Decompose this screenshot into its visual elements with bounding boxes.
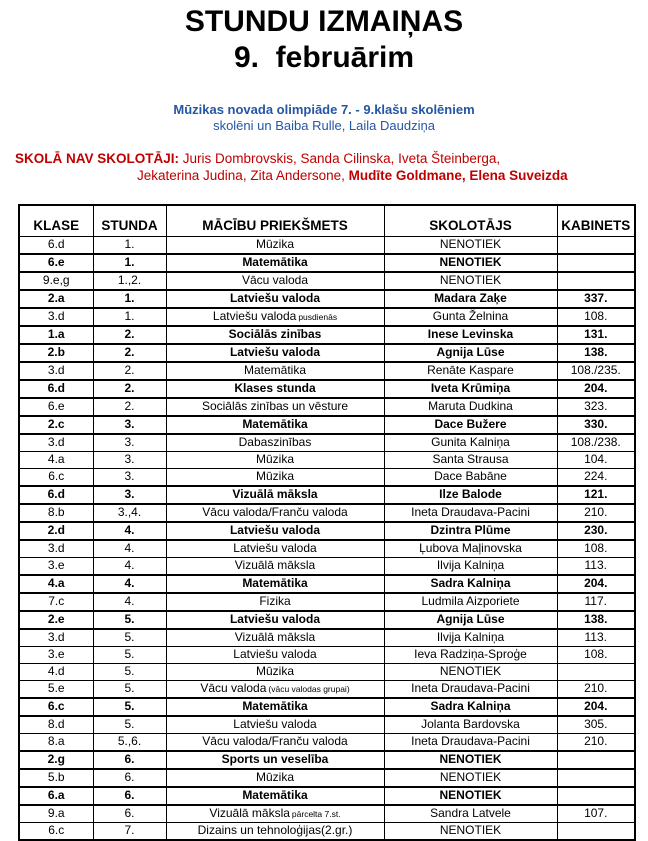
cell-klase: 3.d xyxy=(19,434,93,452)
cell-subject xyxy=(166,805,384,823)
subject-text: Vācu valoda xyxy=(241,272,309,287)
cell-subject xyxy=(166,822,384,840)
cell-subject xyxy=(166,290,384,308)
cell-subject xyxy=(166,751,384,769)
cell-klase: 6.d xyxy=(19,236,93,254)
subject-text: Dabaszinības xyxy=(238,434,312,449)
cell-subject xyxy=(166,611,384,629)
cell-stunda: 5.,6. xyxy=(93,733,166,751)
cell-stunda: 4. xyxy=(93,557,166,575)
table-row xyxy=(19,290,635,308)
cell-kabinets: 104. xyxy=(557,451,635,468)
cell-kabinets: 323. xyxy=(557,398,635,416)
cell-teacher: NENOTIEK xyxy=(384,751,557,769)
cell-stunda: 1. xyxy=(93,308,166,326)
subject-note: pusdienās xyxy=(298,311,338,322)
subject-text: Matemātika xyxy=(242,254,308,269)
cell-klase: 7.c xyxy=(19,593,93,611)
subject-text: Latviešu valoda xyxy=(229,611,321,626)
cell-klase: 2.g xyxy=(19,751,93,769)
subject-text: Vizuālā māksla xyxy=(209,805,290,820)
cell-stunda: 1.,2. xyxy=(93,272,166,290)
cell-subject xyxy=(166,716,384,734)
cell-klase: 6.c xyxy=(19,698,93,716)
cell-klase: 4.a xyxy=(19,451,93,468)
cell-teacher: Ilvija Kalniņa xyxy=(384,557,557,575)
subject-text: Sociālās zinības xyxy=(228,326,322,341)
cell-teacher: NENOTIEK xyxy=(384,822,557,840)
cell-teacher: Ludmila Aizporiete xyxy=(384,593,557,611)
cell-subject xyxy=(166,698,384,716)
cell-kabinets xyxy=(557,751,635,769)
subject-note: (vācu valodas grupai) xyxy=(268,683,350,694)
cell-klase: 9.e,g xyxy=(19,272,93,290)
cell-teacher: Agnija Lūse xyxy=(384,611,557,629)
cell-klase: 8.b xyxy=(19,504,93,522)
cell-kabinets xyxy=(557,769,635,787)
olympiad-note-title: Mūzikas novada olimpiāde 7. - 9.klašu skolēniem xyxy=(173,102,475,117)
table-row xyxy=(19,593,635,611)
subject-text: Mūzika xyxy=(255,663,294,678)
cell-stunda: 5. xyxy=(93,716,166,734)
table-row xyxy=(19,486,635,504)
table-row xyxy=(19,805,635,823)
cell-stunda: 2. xyxy=(93,326,166,344)
cell-teacher: NENOTIEK xyxy=(384,272,557,290)
cell-kabinets: 204. xyxy=(557,575,635,593)
cell-stunda: 3. xyxy=(93,451,166,468)
cell-subject xyxy=(166,254,384,272)
cell-subject xyxy=(166,451,384,468)
page-date: 9. februārim xyxy=(233,41,415,74)
absent-teachers-names-1: Juris Dombrovskis, Sanda Cilinska, Iveta Šteinberga, xyxy=(179,151,501,166)
table-row xyxy=(19,575,635,593)
cell-teacher: Dace Babāne xyxy=(384,468,557,486)
cell-teacher: Ilze Balode xyxy=(384,486,557,504)
cell-kabinets: 210. xyxy=(557,504,635,522)
cell-teacher: NENOTIEK xyxy=(384,663,557,680)
cell-klase: 3.d xyxy=(19,362,93,380)
cell-stunda: 2. xyxy=(93,380,166,398)
cell-stunda: 7. xyxy=(93,822,166,840)
cell-subject xyxy=(166,769,384,787)
cell-stunda: 3.,4. xyxy=(93,504,166,522)
cell-teacher: Inese Levinska xyxy=(384,326,557,344)
subject-text: Klases stunda xyxy=(234,380,316,395)
cell-kabinets: 131. xyxy=(557,326,635,344)
absent-teachers-note xyxy=(0,150,648,184)
cell-stunda: 3. xyxy=(93,416,166,434)
cell-kabinets: 108. xyxy=(557,540,635,558)
cell-klase: 2.d xyxy=(19,522,93,540)
cell-kabinets: 337. xyxy=(557,290,635,308)
table-row xyxy=(19,716,635,734)
subject-text: Latviešu valoda xyxy=(229,290,321,305)
cell-kabinets xyxy=(557,236,635,254)
cell-kabinets: 330. xyxy=(557,416,635,434)
olympiad-note-participants: skolēni un Baiba Rulle, Laila Daudziņa xyxy=(213,118,435,133)
cell-klase: 6.d xyxy=(19,380,93,398)
cell-teacher: NENOTIEK xyxy=(384,254,557,272)
cell-subject xyxy=(166,787,384,805)
subject-text: Sociālās zinības un vēsture xyxy=(201,398,349,413)
cell-stunda: 6. xyxy=(93,787,166,805)
cell-subject xyxy=(166,362,384,380)
cell-stunda: 6. xyxy=(93,805,166,823)
cell-kabinets: 113. xyxy=(557,629,635,647)
cell-kabinets: 305. xyxy=(557,716,635,734)
table-row xyxy=(19,504,635,522)
cell-subject xyxy=(166,416,384,434)
cell-kabinets: 224. xyxy=(557,468,635,486)
table-row xyxy=(19,468,635,486)
cell-teacher: Sandra Latvele xyxy=(384,805,557,823)
cell-stunda: 5. xyxy=(93,698,166,716)
subject-text: Matemātika xyxy=(242,698,308,713)
cell-stunda: 4. xyxy=(93,575,166,593)
subject-text: Vizuālā māksla xyxy=(232,486,318,501)
table-row xyxy=(19,698,635,716)
cell-subject xyxy=(166,380,384,398)
table-row xyxy=(19,680,635,698)
subject-text: Mūzika xyxy=(255,769,294,784)
cell-teacher: Gunta Želnina xyxy=(384,308,557,326)
cell-subject xyxy=(166,629,384,647)
cell-stunda: 1. xyxy=(93,236,166,254)
cell-teacher: Renāte Kaspare xyxy=(384,362,557,380)
cell-klase: 6.c xyxy=(19,468,93,486)
cell-stunda: 3. xyxy=(93,468,166,486)
cell-subject xyxy=(166,663,384,680)
cell-klase: 2.e xyxy=(19,611,93,629)
cell-klase: 3.d xyxy=(19,540,93,558)
subject-text: Latviešu valoda xyxy=(233,646,317,661)
cell-teacher: Ineta Draudava-Pacini xyxy=(384,504,557,522)
subject-text: Latviešu valoda xyxy=(212,308,297,323)
cell-subject xyxy=(166,733,384,751)
olympiad-note xyxy=(0,102,648,134)
subject-text: Matemātika xyxy=(242,787,308,802)
cell-teacher: NENOTIEK xyxy=(384,769,557,787)
cell-teacher: Santa Strausa xyxy=(384,451,557,468)
subject-text: Latviešu valoda xyxy=(233,716,317,731)
subject-text: Latviešu valoda xyxy=(229,344,321,359)
subject-text: Matemātika xyxy=(242,575,308,590)
cell-stunda: 1. xyxy=(93,254,166,272)
cell-teacher: Iveta Krūmiņa xyxy=(384,380,557,398)
cell-klase: 3.e xyxy=(19,557,93,575)
cell-kabinets: 204. xyxy=(557,380,635,398)
table-row xyxy=(19,646,635,663)
table-row xyxy=(19,663,635,680)
cell-stunda: 2. xyxy=(93,344,166,362)
table-row xyxy=(19,522,635,540)
subject-text: Sports un veselība xyxy=(221,751,329,766)
cell-klase: 4.a xyxy=(19,575,93,593)
table-row xyxy=(19,344,635,362)
subject-text: Vizuālā māksla xyxy=(234,557,316,572)
subject-text: Mūzika xyxy=(255,236,294,251)
subject-text: Vācu valoda xyxy=(200,680,267,695)
cell-teacher: Sadra Kalniņa xyxy=(384,575,557,593)
cell-teacher: Dace Bužere xyxy=(384,416,557,434)
subject-text: Mūzika xyxy=(255,468,294,483)
table-row xyxy=(19,751,635,769)
header-row xyxy=(19,205,635,236)
cell-teacher: Sadra Kalniņa xyxy=(384,698,557,716)
table-row xyxy=(19,272,635,290)
cell-kabinets: 204. xyxy=(557,698,635,716)
cell-subject xyxy=(166,468,384,486)
cell-stunda: 4. xyxy=(93,540,166,558)
cell-klase: 5.e xyxy=(19,680,93,698)
cell-teacher: Ilvija Kalniņa xyxy=(384,629,557,647)
absent-teachers-names-2-bold: Mudīte Goldmane, Elena Suveizda xyxy=(348,168,568,183)
cell-kabinets: 108. xyxy=(557,646,635,663)
table-row xyxy=(19,362,635,380)
cell-stunda: 3. xyxy=(93,434,166,452)
cell-subject xyxy=(166,540,384,558)
table-row xyxy=(19,236,635,254)
cell-teacher: Agnija Lūse xyxy=(384,344,557,362)
cell-subject xyxy=(166,344,384,362)
cell-stunda: 2. xyxy=(93,398,166,416)
cell-teacher: NENOTIEK xyxy=(384,787,557,805)
table-row xyxy=(19,434,635,452)
cell-kabinets: 108./235. xyxy=(557,362,635,380)
cell-klase: 8.d xyxy=(19,716,93,734)
cell-subject xyxy=(166,398,384,416)
cell-teacher: Ineta Draudava-Pacini xyxy=(384,733,557,751)
table-row xyxy=(19,326,635,344)
cell-teacher: Jolanta Bardovska xyxy=(384,716,557,734)
cell-kabinets: 210. xyxy=(557,733,635,751)
cell-kabinets: 138. xyxy=(557,344,635,362)
absent-teachers-line2 xyxy=(0,167,648,184)
cell-stunda: 6. xyxy=(93,769,166,787)
cell-kabinets: 108./238. xyxy=(557,434,635,452)
cell-klase: 3.e xyxy=(19,646,93,663)
cell-kabinets xyxy=(557,822,635,840)
cell-klase: 3.d xyxy=(19,308,93,326)
table-row xyxy=(19,398,635,416)
cell-kabinets: 108. xyxy=(557,308,635,326)
cell-klase: 6.a xyxy=(19,787,93,805)
subject-text: Dizains un tehnoloģijas(2.gr.) xyxy=(197,822,353,837)
col-header-kabinets: KABINETS xyxy=(557,205,635,236)
cell-stunda: 1. xyxy=(93,290,166,308)
table-body xyxy=(19,236,635,840)
cell-stunda: 5. xyxy=(93,611,166,629)
table-row xyxy=(19,380,635,398)
col-header-stunda: STUNDA xyxy=(93,205,166,236)
cell-subject xyxy=(166,557,384,575)
table-row xyxy=(19,416,635,434)
cell-stunda: 4. xyxy=(93,522,166,540)
cell-kabinets: 230. xyxy=(557,522,635,540)
cell-stunda: 6. xyxy=(93,751,166,769)
cell-klase: 6.d xyxy=(19,486,93,504)
table-row xyxy=(19,557,635,575)
cell-teacher: Maruta Dudkina xyxy=(384,398,557,416)
cell-klase: 3.d xyxy=(19,629,93,647)
cell-kabinets: 117. xyxy=(557,593,635,611)
cell-subject xyxy=(166,434,384,452)
cell-klase: 6.e xyxy=(19,254,93,272)
cell-stunda: 3. xyxy=(93,486,166,504)
cell-subject xyxy=(166,236,384,254)
cell-subject xyxy=(166,680,384,698)
absent-teachers-line1 xyxy=(0,150,648,167)
cell-subject xyxy=(166,646,384,663)
table-row xyxy=(19,822,635,840)
cell-kabinets xyxy=(557,254,635,272)
table-row xyxy=(19,769,635,787)
cell-kabinets: 121. xyxy=(557,486,635,504)
cell-stunda: 2. xyxy=(93,362,166,380)
cell-subject xyxy=(166,326,384,344)
cell-subject xyxy=(166,308,384,326)
table-header xyxy=(19,205,635,236)
subject-text: Fizika xyxy=(259,593,291,608)
cell-klase: 2.b xyxy=(19,344,93,362)
subject-text: Mūzika xyxy=(255,451,294,466)
col-header-teacher: SKOLOTĀJS xyxy=(384,205,557,236)
col-header-subject: MĀCĪBU PRIEKŠMETS xyxy=(166,205,384,236)
subject-text: Vācu valoda/Franču valoda xyxy=(202,504,348,519)
cell-klase: 4.d xyxy=(19,663,93,680)
cell-kabinets: 138. xyxy=(557,611,635,629)
cell-kabinets xyxy=(557,787,635,805)
cell-subject xyxy=(166,486,384,504)
cell-teacher: Ļubova Maļinovska xyxy=(384,540,557,558)
cell-klase: 2.a xyxy=(19,290,93,308)
cell-stunda: 5. xyxy=(93,629,166,647)
cell-klase: 1.a xyxy=(19,326,93,344)
table-row xyxy=(19,308,635,326)
subject-text: Latviešu valoda xyxy=(233,540,317,555)
table-row xyxy=(19,254,635,272)
cell-subject xyxy=(166,575,384,593)
cell-teacher: Ieva Radziņa-Sproģe xyxy=(384,646,557,663)
cell-stunda: 4. xyxy=(93,593,166,611)
cell-klase: 2.c xyxy=(19,416,93,434)
subject-text: Latviešu valoda xyxy=(229,522,321,537)
cell-stunda: 5. xyxy=(93,663,166,680)
cell-klase: 8.a xyxy=(19,733,93,751)
cell-kabinets xyxy=(557,272,635,290)
col-header-klase: KLASE xyxy=(19,205,93,236)
cell-stunda: 5. xyxy=(93,680,166,698)
cell-subject xyxy=(166,593,384,611)
table-row xyxy=(19,540,635,558)
cell-teacher: Gunita Kalniņa xyxy=(384,434,557,452)
cell-teacher: Dzintra Plūme xyxy=(384,522,557,540)
table-row xyxy=(19,611,635,629)
table-row xyxy=(19,451,635,468)
cell-teacher: NENOTIEK xyxy=(384,236,557,254)
page-title: STUNDU IZMAIŅAS xyxy=(184,5,464,38)
subject-text: Matemātika xyxy=(243,362,307,377)
schedule-table xyxy=(18,204,636,841)
cell-klase: 6.c xyxy=(19,822,93,840)
cell-klase: 6.e xyxy=(19,398,93,416)
cell-kabinets: 107. xyxy=(557,805,635,823)
cell-kabinets: 113. xyxy=(557,557,635,575)
cell-kabinets xyxy=(557,663,635,680)
cell-subject xyxy=(166,522,384,540)
cell-kabinets: 210. xyxy=(557,680,635,698)
subject-text: Vācu valoda/Franču valoda xyxy=(202,733,348,748)
absent-teachers-label: SKOLĀ NAV SKOLOTĀJI: xyxy=(15,151,180,166)
cell-subject xyxy=(166,272,384,290)
cell-klase: 9.a xyxy=(19,805,93,823)
cell-teacher: Ineta Draudava-Pacini xyxy=(384,680,557,698)
subject-text: Vizuālā māksla xyxy=(234,629,316,644)
cell-klase: 5.b xyxy=(19,769,93,787)
table-row xyxy=(19,787,635,805)
subject-note: pārcelta 7.st. xyxy=(291,808,341,819)
cell-subject xyxy=(166,504,384,522)
title-block xyxy=(0,0,648,76)
absent-teachers-names-2: Jekaterina Judina, Zita Andersone, xyxy=(137,168,349,183)
table-row xyxy=(19,629,635,647)
subject-text: Matemātika xyxy=(242,416,308,431)
table-row xyxy=(19,733,635,751)
cell-stunda: 5. xyxy=(93,646,166,663)
cell-teacher: Madara Zaķe xyxy=(384,290,557,308)
